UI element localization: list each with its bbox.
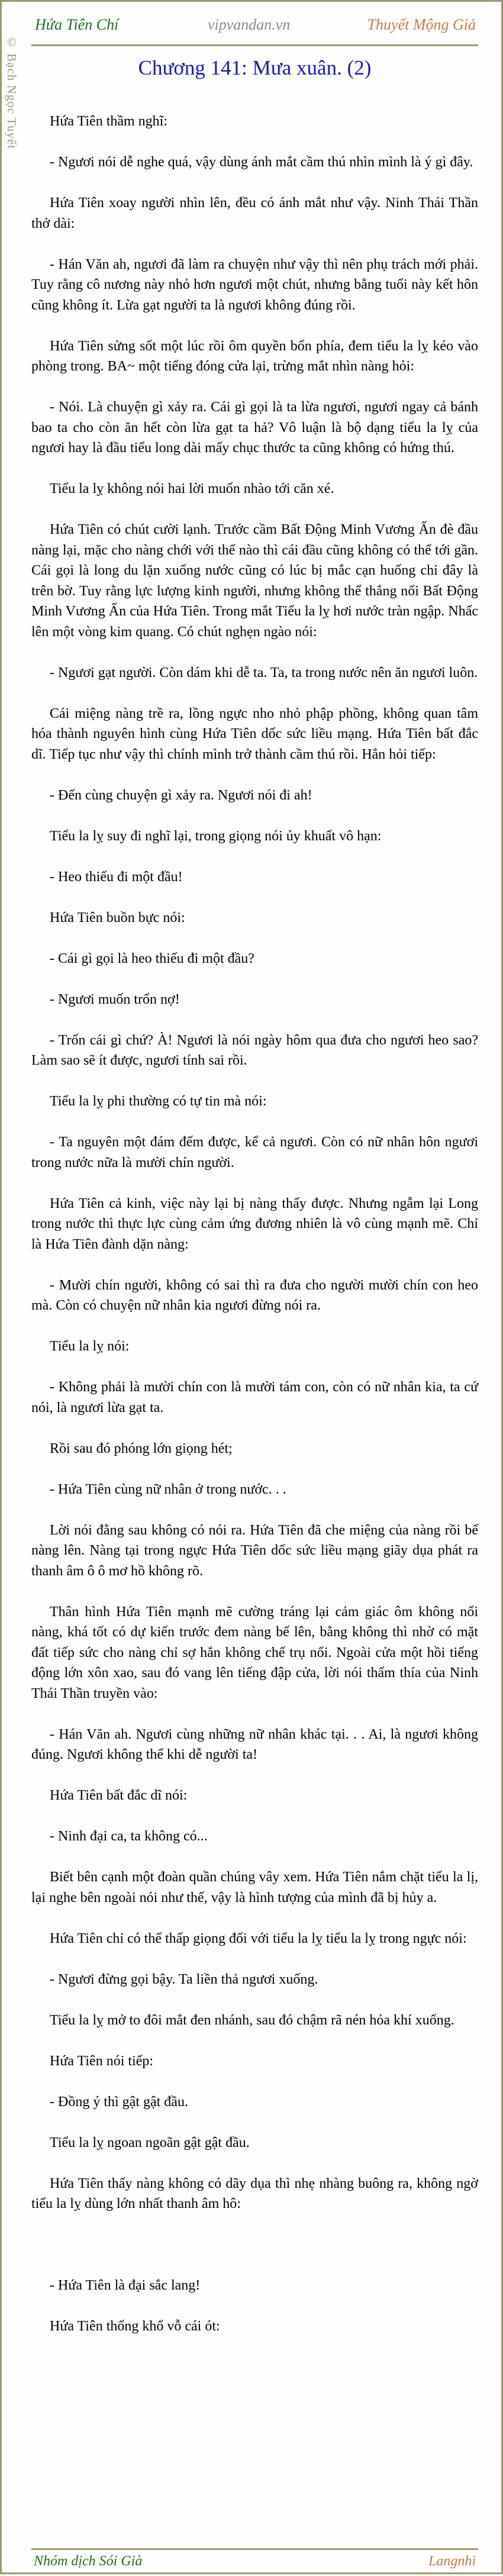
- chapter-title: Chương 141: Mưa xuân. (2): [138, 56, 372, 79]
- book-category: Thuyết Mộng Giả: [367, 16, 476, 33]
- paragraph: - Ngươi gạt người. Còn dám khi dễ ta. Ta, ta trong nước nên ăn ngươi luôn.: [50, 665, 478, 681]
- paragraph: - Ngươi muốn trốn nợ!: [50, 991, 180, 1007]
- chapter-body: [31, 111, 478, 2357]
- page-header: [31, 8, 478, 46]
- paragraph: Tiểu la lỵ phi thường có tự tin mà nói:: [50, 1094, 267, 1109]
- paragraph: Hứa Tiên cả kinh, việc này lại bị nàng thấy được. Nhưng ngẫm lại Long trong nước thì thực lực cùng cảm ứng đương nhiên là vô cùng mạnh mẽ. Chỉ là Hứa Tiên đành dặn nàng:: [31, 1195, 478, 1252]
- paragraph: Tiểu la lỵ suy đi nghĩ lại, trong giọng nói ủy khuất vô hạn:: [50, 828, 382, 844]
- paragraph: Cái miệng nàng trề ra, lồng ngực nho nhỏ phập phồng, không quan tâm hóa thành nguyên hình cùng Hứa Tiên dốc sức liều mạng. Hứa Tiên bất đắc dĩ. Tiếp tục như vậy thì chính mình trở thành cầm thú rồi. Hắn hỏi tiếp:: [31, 705, 478, 762]
- paragraph: - Ninh đại ca, ta không có...: [50, 1829, 208, 1844]
- paragraph: - Cái gì gọi là heo thiếu đi một đầu?: [50, 950, 254, 966]
- paragraph: Hứa Tiên nói tiếp:: [50, 2053, 154, 2069]
- paragraph: - Ngươi nói dễ nghe quá, vậy dùng ánh mắt cầm thú nhìn mình là ý gì đây.: [50, 154, 473, 170]
- paragraph: Lời nói đằng sau không có nói ra. Hứa Tiên đã che miệng của nàng rồi bế nàng lên. Nàng tại trong ngực Hứa Tiên dốc sức liều mạng giãy dụa phát ra thanh âm ô ô mơ hồ không rõ.: [31, 1522, 478, 1579]
- paragraph: [31, 2235, 478, 2255]
- editor-name: Langnhi: [428, 2554, 476, 2569]
- paragraph: Hứa Tiên chỉ có thể thấp giọng đối với tiểu la lỵ tiểu la lỵ trong ngực nói:: [50, 1930, 467, 1946]
- paragraph: - Hán Văn ah, ngươi đã làm ra chuyện như vậy thì nên phụ trách mới phải. Tuy rằng cô nương này nhỏ hơn ngươi một chút, nhưng bằng tuổi này kết hôn cũng không ít. Lừa gạt người ta là ngươi không đúng rồi.: [31, 256, 478, 313]
- page-footer: [31, 2548, 478, 2576]
- paragraph: - Nói. Là chuyện gì xảy ra. Cái gì gọi là ta lừa ngươi, ngươi ngay cả bánh bao ta cho còn ăn hết còn lừa gạt ta hả? Vô luận là bộ dạng tiểu la lỵ của ngươi hay là đầu tiểu long dài mấy chục thước ta cũng không có hứng thú.: [31, 399, 478, 456]
- paragraph: Hứa Tiên thấy nàng không có dãy dụa thì nhẹ nhàng buông ra, không ngờ tiểu la lỵ dùng lớn nhất thanh âm hô:: [31, 2175, 478, 2211]
- paragraph: Hứa Tiên xoay người nhìn lên, đều có ánh mắt như vậy. Ninh Thái Thần thở dài:: [31, 195, 478, 231]
- paragraph: - Hứa Tiên cùng nữ nhân ở trong nước. . .: [50, 1481, 286, 1497]
- paragraph: - Hán Văn ah. Ngươi cùng những nữ nhân khác tại. . . Ai, là ngươi không đúng. Ngươi không thể khi dễ người ta!: [31, 1726, 478, 1762]
- paragraph: Hứa Tiên bất đắc dĩ nói:: [50, 1788, 188, 1803]
- paragraph: Hứa Tiên sửng sốt một lúc rồi ôm quyền bốn phía, đem tiểu la lỵ kéo vào phòng trong. BA~ một tiếng đóng cửa lại, trừng mắt nhìn nàng hỏi:: [31, 338, 478, 374]
- translator-group: Nhóm dịch Sói Già: [34, 2554, 143, 2569]
- paragraph: Biết bên cạnh một đoàn quần chúng vây xem. Hứa Tiên nắm chặt tiểu la lị, lại nghe bên ngoài nói như thế, vậy là hình tượng của mình đã bị hủy a.: [31, 1869, 478, 1906]
- paragraph: - Đồng ý thì gật gật đầu.: [50, 2094, 188, 2110]
- paragraph: Hứa Tiên thống khổ vỗ cái ót:: [50, 2319, 220, 2334]
- copyright-watermark: © Bạch Ngọc Tuyết: [5, 35, 19, 150]
- paragraph: - Đến cùng chuyện gì xảy ra. Ngươi nói đi ah!: [50, 787, 312, 803]
- paragraph: Thân hình Hứa Tiên mạnh mẽ cường tráng lại cảm giác ôm không nổi nàng, khá tốt có dự kiến trước đem nàng bế lên, bằng không thì nhờ có mặt đất tiếp sức cho nàng chỉ sợ hắn không chế trụ nổi. Ngoài cửa một hồi tiếng động lớn xôn xao, sau đó vang lên tiếng đập cửa, lời nói thấm thía của Ninh Thái Thần truyền vào:: [31, 1604, 478, 1701]
- paragraph: Hứa Tiên buồn bực nói:: [50, 910, 185, 926]
- site-name: vipvandan.vn: [208, 16, 291, 33]
- paragraph: Rồi sau đó phóng lớn giọng hét;: [50, 1440, 233, 1456]
- paragraph: Hứa Tiên có chút cười lạnh. Trước cầm Bất Động Minh Vương Ấn đè đầu nàng lại, mặc cho nàng chới với thế nào thì cái đầu cũng không có thể tới gần. Cái gọi là long du lặn xuống nước cũng có lúc bị mắc cạn huống chi đây là trên bờ. Tuy rằng lực lượng kinh người, nhưng không thể thắng nổi Bất Động Minh Vương Ấn của Hứa Tiên. Trong mắt Tiểu la lỵ hơi nước tràn ngập. Nhấc lên một vòng kim quang. Có chút nghẹn ngào nói:: [31, 522, 478, 640]
- paragraph: - Ta nguyên một đám đếm được, kể cả ngươi. Còn có nữ nhân hôn ngươi trong nước nữa là mười chín người.: [31, 1134, 478, 1171]
- paragraph: Tiểu la lỵ không nói hai lời muốn nhào tới căn xé.: [50, 481, 334, 496]
- paragraph: Tiểu la lỵ mở to đôi mắt đen nhánh, sau đó chậm rã nén hỏa khí xuống.: [50, 2012, 454, 2028]
- paragraph: - Heo thiếu đi một đầu!: [50, 869, 183, 885]
- book-title: Hứa Tiên Chí: [35, 16, 119, 33]
- paragraph: - Ngươi đừng gọi bậy. Ta liền thả ngươi xuống.: [50, 1971, 318, 1987]
- paragraph: - Mười chín người, không có sai thì ra đưa cho người mười chín con heo mà. Còn có chuyện nữ nhân kia ngươi đừng nói ra.: [31, 1277, 478, 1313]
- paragraph: - Không phải là mười chín con là mười tám con, còn có nữ nhân kia, ta cứ nói, là ngươi lừa gạt ta.: [31, 1379, 478, 1416]
- paragraph: Tiểu la lỵ nói:: [50, 1339, 130, 1354]
- paragraph: - Trốn cái gì chứ? À! Ngươi là nói ngày hôm qua đưa cho ngươi heo sao? Làm sao sẽ ít được, ngươi tính sai rồi.: [31, 1032, 478, 1068]
- paragraph: - Hứa Tiên là đại sắc lang!: [50, 2278, 201, 2293]
- paragraph: Hứa Tiên thầm nghĩ:: [50, 114, 168, 129]
- paragraph: Tiểu la lỵ ngoan ngoãn gật gật đầu.: [50, 2135, 250, 2151]
